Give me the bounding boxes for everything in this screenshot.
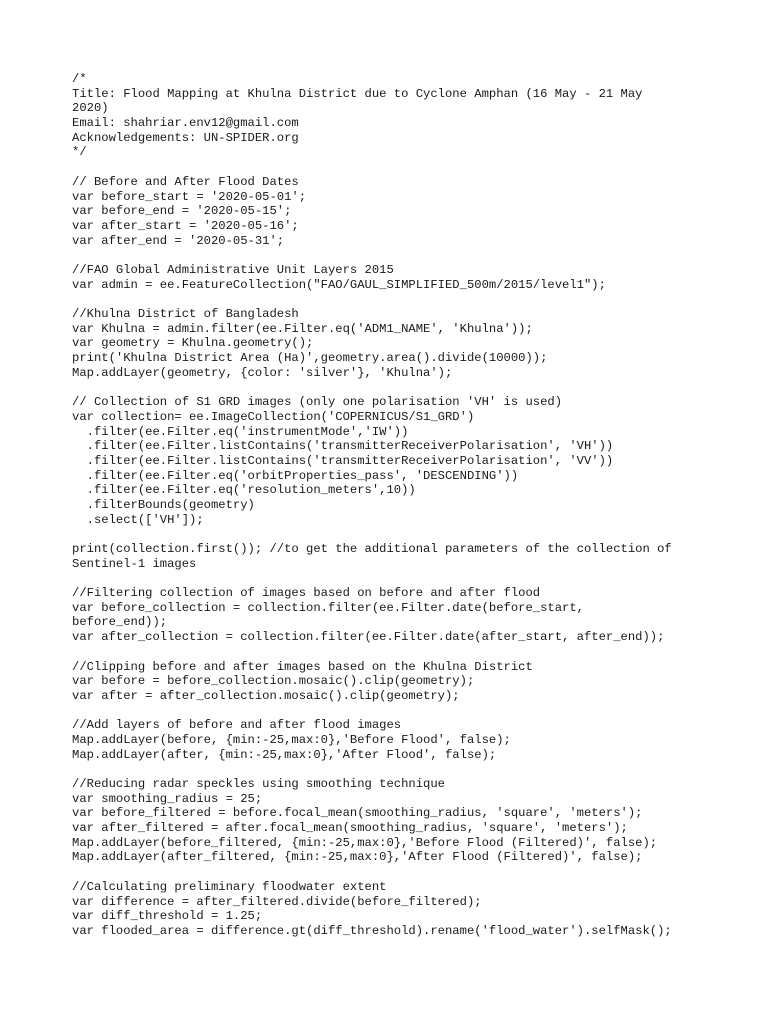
blank-line xyxy=(72,571,712,586)
code-line: var before_end = '2020-05-15'; xyxy=(72,204,292,219)
khulna-block xyxy=(72,307,712,380)
code-line: var diff_threshold = 1.25; xyxy=(72,909,263,924)
code-line: .filter(ee.Filter.eq('instrumentMode','IW')) xyxy=(72,424,409,439)
code-line: var flooded_area = difference.gt(diff_threshold).rename('flood_water').selfMask(); xyxy=(72,923,672,938)
code-line: // Before and After Flood Dates xyxy=(72,174,299,189)
code-line: print(collection.first()); //to get the additional parameters of the collection of xyxy=(72,542,672,556)
blank-line xyxy=(72,527,712,542)
code-line: var after_collection = collection.filter(ee.Filter.date(after_start, after_end)); xyxy=(72,630,665,645)
code-line: var after_start = '2020-05-16'; xyxy=(72,218,299,233)
code-line: Acknowledgements: UN-SPIDER.org xyxy=(72,130,299,145)
code-line: .filter(ee.Filter.listContains('transmitterReceiverPolarisation', 'VV')) xyxy=(72,453,614,468)
filter-block xyxy=(72,586,712,645)
code-line: .filter(ee.Filter.eq('resolution_meters',10)) xyxy=(72,483,416,498)
blank-line xyxy=(72,292,712,307)
code-line: Email: shahriar.env12@gmail.com xyxy=(72,116,299,131)
blank-line xyxy=(72,762,712,777)
code-line: Title: Flood Mapping at Khulna District due to Cyclone Amphan (16 May - 21 May xyxy=(72,86,643,101)
layers-block xyxy=(72,718,712,762)
header-comment-block xyxy=(72,72,712,160)
collection-block xyxy=(72,395,712,527)
blank-line xyxy=(72,248,712,263)
blank-line xyxy=(72,645,712,660)
code-line: var after_end = '2020-05-31'; xyxy=(72,233,285,248)
code-line: var before_start = '2020-05-01'; xyxy=(72,189,307,204)
blank-line xyxy=(72,160,712,175)
code-line: //Clipping before and after images based on the Khulna District xyxy=(72,659,533,674)
blank-line xyxy=(72,865,712,880)
code-line: //Filtering collection of images based on before and after flood xyxy=(72,586,541,601)
code-line: Map.addLayer(after_filtered, {min:-25,max:0},'After Flood (Filtered)', false); xyxy=(72,850,643,865)
code-line: var geometry = Khulna.geometry(); xyxy=(72,336,314,351)
code-line: var collection= ee.ImageCollection('COPERNICUS/S1_GRD') xyxy=(72,409,475,424)
code-line: //Khulna District of Bangladesh xyxy=(72,307,299,321)
code-line: */ xyxy=(72,145,87,160)
fao-block xyxy=(72,263,712,292)
document-page xyxy=(72,72,712,939)
code-line: var after = after_collection.mosaic().clip(geometry); xyxy=(72,688,460,703)
code-line: print('Khulna District Area (Ha)',geometry.area().divide(10000)); xyxy=(72,351,548,366)
code-line: Map.addLayer(before_filtered, {min:-25,max:0},'Before Flood (Filtered)', false); xyxy=(72,835,658,850)
code-line: Map.addLayer(after, {min:-25,max:0},'After Flood', false); xyxy=(72,747,497,762)
code-line: .filter(ee.Filter.listContains('transmitterReceiverPolarisation', 'VH')) xyxy=(72,439,614,454)
print-block xyxy=(72,542,712,571)
code-line: var before_filtered = before.focal_mean(smoothing_radius, 'square', 'meters'); xyxy=(72,806,643,821)
code-line: var admin = ee.FeatureCollection("FAO/GAUL_SIMPLIFIED_500m/2015/level1"); xyxy=(72,277,606,292)
code-line: 2020) xyxy=(72,101,109,116)
code-line: //FAO Global Administrative Unit Layers 2015 xyxy=(72,262,394,277)
code-line: .filter(ee.Filter.eq('orbitProperties_pass', 'DESCENDING')) xyxy=(72,468,519,483)
code-line: var before_collection = collection.filter(ee.Filter.date(before_start, xyxy=(72,600,584,615)
code-line: before_end)); xyxy=(72,615,168,630)
code-line: Sentinel-1 images xyxy=(72,556,197,571)
speckle-block xyxy=(72,777,712,865)
code-line: //Add layers of before and after flood images xyxy=(72,718,402,733)
code-line: var Khulna = admin.filter(ee.Filter.eq('ADM1_NAME', 'Khulna')); xyxy=(72,321,533,336)
code-line: var difference = after_filtered.divide(before_filtered); xyxy=(72,894,482,909)
blank-line xyxy=(72,380,712,395)
code-line: Map.addLayer(before, {min:-25,max:0},'Before Flood', false); xyxy=(72,732,511,747)
code-line: var before = before_collection.mosaic().clip(geometry); xyxy=(72,674,475,689)
code-line: .select(['VH']); xyxy=(72,512,204,527)
code-line: var smoothing_radius = 25; xyxy=(72,791,263,806)
extent-block xyxy=(72,880,712,939)
code-line: /* xyxy=(72,72,87,86)
code-line: // Collection of S1 GRD images (only one polarisation 'VH' is used) xyxy=(72,395,563,410)
code-line: .filterBounds(geometry) xyxy=(72,497,255,512)
code-line: //Reducing radar speckles using smoothing technique xyxy=(72,777,445,791)
blank-line xyxy=(72,704,712,719)
code-line: Map.addLayer(geometry, {color: 'silver'}, 'Khulna'); xyxy=(72,365,453,380)
dates-block xyxy=(72,175,712,248)
code-line: //Calculating preliminary floodwater extent xyxy=(72,879,387,894)
code-line: var after_filtered = after.focal_mean(smoothing_radius, 'square', 'meters'); xyxy=(72,821,628,836)
clip-block xyxy=(72,660,712,704)
